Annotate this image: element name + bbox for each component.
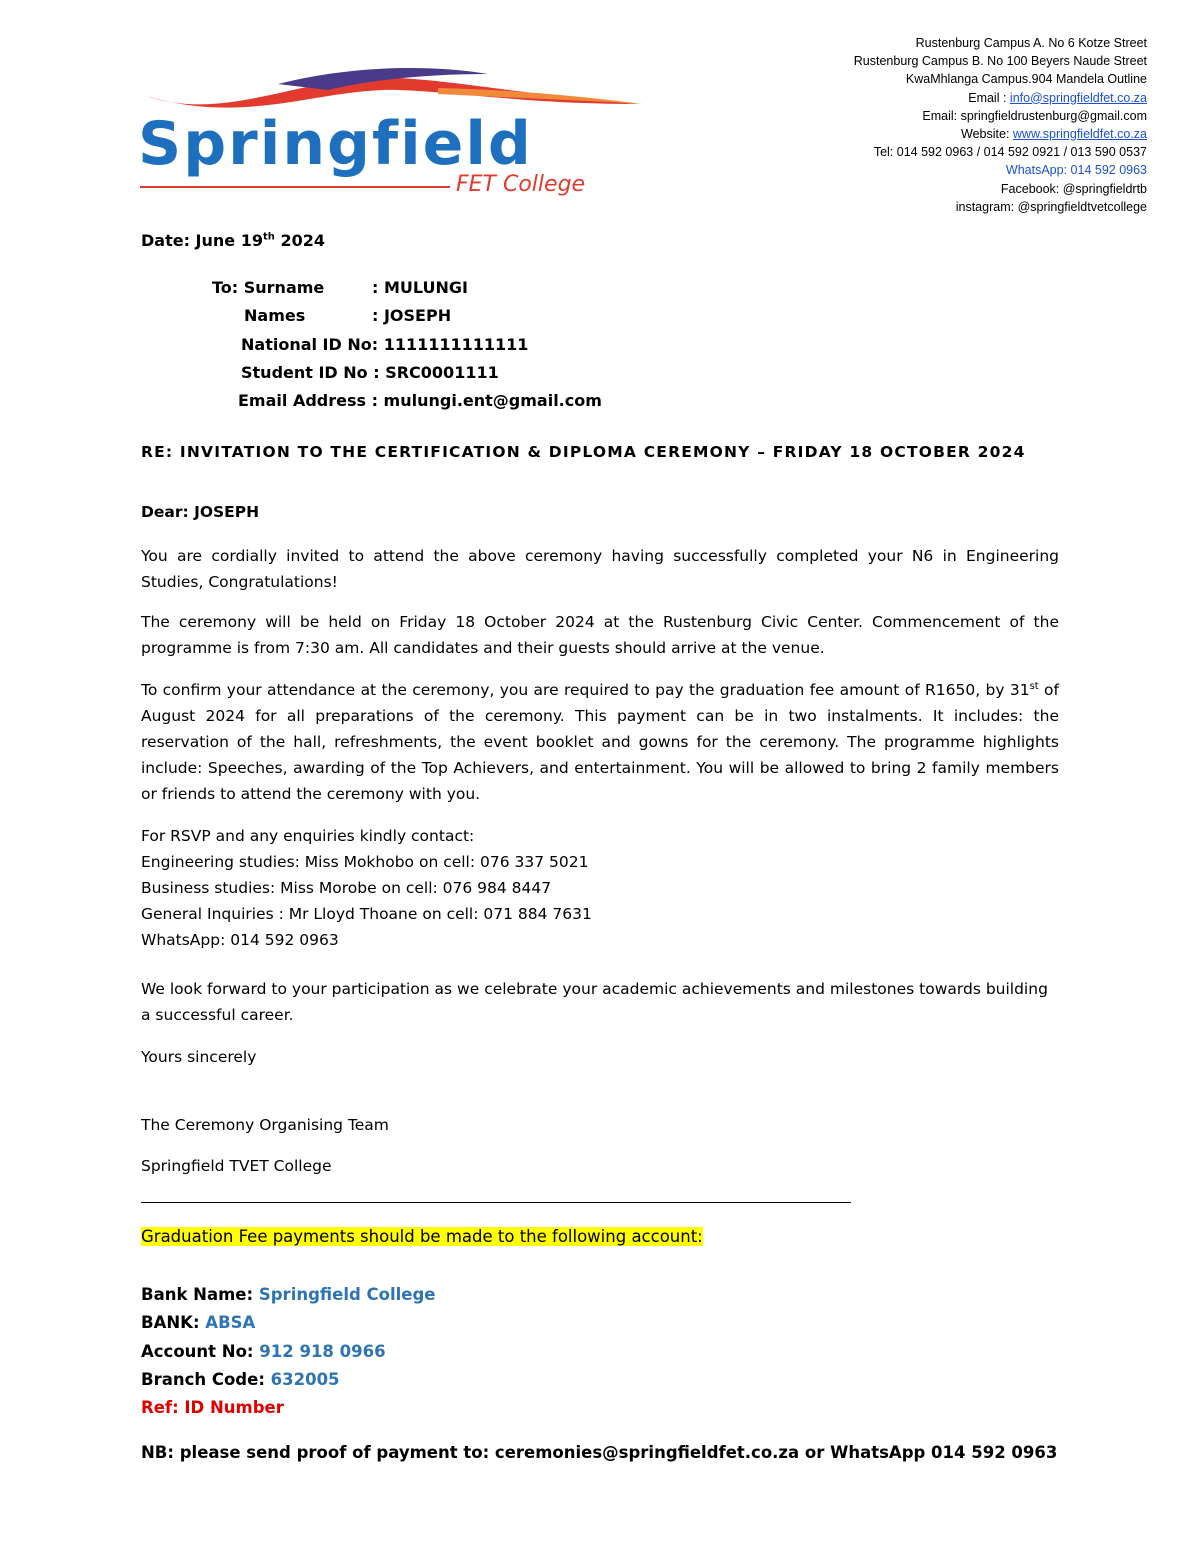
salutation: Dear: JOSEPH	[141, 503, 260, 521]
rsvp-block	[141, 823, 1059, 953]
logo-subtitle: FET College	[456, 172, 586, 197]
rsvp-general: General Inquiries : Mr Lloyd Thoane on cell: 071 884 7631	[141, 905, 592, 923]
email-rustenburg: Email: springfieldrustenburg@gmail.com	[922, 108, 1147, 123]
email-info-row: Email : info@springfieldfet.co.za	[968, 90, 1147, 105]
nb-note: NB: please send proof of payment to: ceremonies@springfieldfet.co.za or WhatsApp 014 592 0963	[141, 1443, 1058, 1462]
surname-row: To: Surname : MULUNGI	[212, 278, 468, 297]
instagram: instagram: @springfieldtvetcollege	[955, 199, 1147, 214]
reference-row: Ref: ID Number	[141, 1398, 284, 1418]
recipient-block	[212, 274, 602, 415]
email-info-link[interactable]: info@springfieldfet.co.za	[1009, 90, 1147, 105]
branch-row: Branch Code: 632005	[141, 1369, 340, 1389]
whatsapp-contact: WhatsApp: 014 592 0963	[1005, 163, 1147, 178]
paragraph-closing: We look forward to your participation as we celebrate your academic achievements and milestones towards building a successful career.	[141, 980, 1048, 1024]
names-row: Names : JOSEPH	[244, 306, 452, 326]
recipient-email: Email Address : mulungi.ent@gmail.com	[238, 391, 602, 411]
divider	[141, 1202, 851, 1203]
paragraph-invitation: You are cordially invited to attend the above ceremony having successfully completed your N6 in Engineering Studies, Congratulations!	[141, 547, 1059, 591]
paragraph-venue: The ceremony will be held on Friday 18 October 2024 at the Rustenburg Civic Center. Commencement of the programme is from 7:30 am. All candidates and their guests should arrive at the venue.	[141, 613, 1059, 657]
logo-wordmark: Springfield	[138, 109, 533, 179]
springfield-logo	[138, 64, 668, 204]
campus-a: Rustenburg Campus A. No 6 Kotze Street	[915, 36, 1147, 50]
campus-b: Rustenburg Campus B. No 100 Beyers Naude Street	[853, 54, 1147, 69]
bank-details	[141, 1281, 436, 1422]
rsvp-engineering: Engineering studies: Miss Mokhobo on cell: 076 337 5021	[141, 853, 589, 871]
rsvp-business: Business studies: Miss Morobe on cell: 076 984 8447	[141, 879, 552, 897]
rsvp-heading: For RSVP and any enquiries kindly contact:	[141, 827, 475, 845]
bank-name-row: Bank Name: Springfield College	[141, 1285, 436, 1304]
account-row: Account No: 912 918 0966	[141, 1341, 386, 1361]
website-link[interactable]: www.springfieldfet.co.za	[1012, 127, 1147, 142]
bank-row: BANK: ABSA	[141, 1313, 256, 1333]
campus-kwamhlanga: KwaMhlanga Campus.904 Mandela Outline	[905, 72, 1147, 87]
payment-heading: Graduation Fee payments should be made to the following account:	[141, 1227, 703, 1246]
signoff-college: Springfield TVET College	[141, 1157, 332, 1175]
facebook: Facebook: @springfieldrtb	[1000, 181, 1147, 196]
signoff-team: The Ceremony Organising Team	[141, 1116, 389, 1134]
closing: Yours sincerely	[141, 1048, 257, 1066]
telephone: Tel: 014 592 0963 / 014 592 0921 / 013 590 0537	[873, 145, 1147, 160]
contact-block	[854, 34, 1147, 216]
rsvp-whatsapp: WhatsApp: 014 592 0963	[141, 931, 339, 949]
paragraph-payment: To confirm your attendance at the ceremony, you are required to pay the graduation fee amount of R1650, by 31st of August 2024 for all preparations of the ceremony. This payment can be in two instalments. It includes: the reservation of the hall, refreshments, the event booklet and gowns for the ceremony. The programme highlights include: Speeches, awarding of the Top Achievers, and entertainment. You will be allowed to bring 2 family members or friends to attend the ceremony with you.	[141, 680, 1059, 803]
national-id: National ID No: 1111111111111	[241, 334, 529, 354]
website-row: Website: www.springfieldfet.co.za	[961, 127, 1147, 142]
student-id: Student ID No : SRC0001111	[241, 362, 499, 382]
letter-date: Date: June 19th 2024	[141, 231, 325, 250]
subject-line: RE: INVITATION TO THE CERTIFICATION & DIPLOMA CEREMONY – FRIDAY 18 OCTOBER 2024	[141, 443, 1026, 461]
